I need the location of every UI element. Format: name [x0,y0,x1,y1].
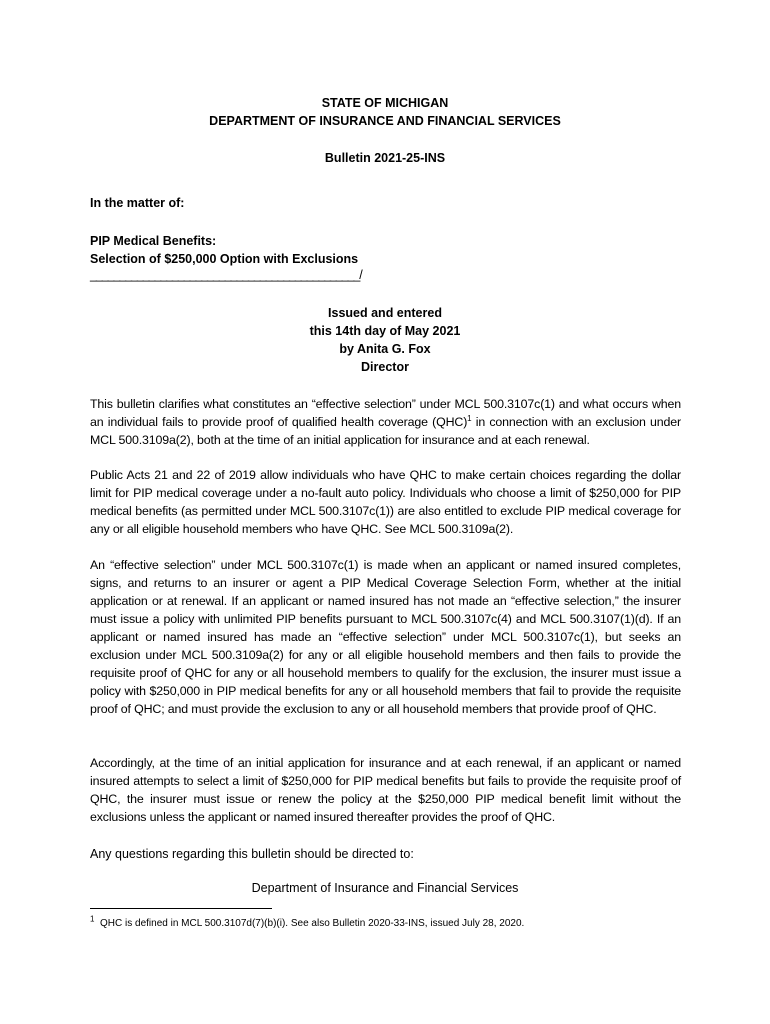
issued-by: by Anita G. Fox [339,342,431,356]
department-heading: DEPARTMENT OF INSURANCE AND FINANCIAL SERVICES [209,114,561,128]
issued-line1: Issued and entered [328,306,442,320]
footnote [90,914,690,930]
paragraph-4: Accordingly, at the time of an initial application for insurance and at each renewal, if an applicant or named insured attempts to select a limit of $250,000 for PIP medical benefits but fails to provide the requisite proof of QHC, the insurer must issue or renew the policy at the $250,000 PIP medical benefit limit without the exclusions unless the applicant or named insured thereafter provides the proof of QHC. [90,756,681,824]
paragraph-5: Any questions regarding this bulletin should be directed to: [90,847,414,861]
paragraph-2: Public Acts 21 and 22 of 2019 allow individuals who have QHC to make certain choices regarding the dollar limit for PIP medical coverage under a no-fault auto policy. Individuals who choose a limit of $250,000 for PIP medical benefits (as permitted under MCL 500.3107c(1)) are also entitled to exclude PIP medical coverage for any or all eligible household members who have QHC. See MCL 500.3109a(2). [90,468,681,536]
footnote-divider [90,908,272,909]
contact-department: Department of Insurance and Financial Services [251,881,519,895]
footnote-marker: 1 [90,914,95,924]
matter-underline: ______________________________________________/ [90,268,362,282]
issued-date: this 14th day of May 2021 [309,324,461,338]
matter-title-line1: PIP Medical Benefits: [90,234,217,248]
paragraph-1-text-b: in connection with an exclusion under MCL 500.3109a(2), both at the time of an initial application for insurance and at each renewal. [90,415,681,447]
bulletin-number: Bulletin 2021-25-INS [324,151,446,165]
matter-title-line2: Selection of $250,000 Option with Exclusions [90,252,359,266]
matter-label: In the matter of: [90,196,185,210]
paragraph-1-text-a: This bulletin clarifies what constitutes an “effective selection” under MCL 500.3107c(1) and what occurs when an individual fails to provide proof of qualified health coverage (QHC) [90,397,681,429]
paragraph-1 [90,395,681,449]
footnote-text: QHC is defined in MCL 500.3107d(7)(b)(i). See also Bulletin 2020-33-INS, issued July 28, 2020. [100,918,525,929]
footnote-ref: 1 [467,413,472,423]
paragraph-3: An “effective selection” under MCL 500.3107c(1) is made when an applicant or named insured completes, signs, and returns to an insurer or agent a PIP Medical Coverage Selection Form, whether at the initial application or at renewal. If an applicant or named insured has not made an “effective selection,” the insurer must issue a policy with unlimited PIP benefits pursuant to MCL 500.3107c(4) and MCL 500.3107(1)(d). If an applicant or named insured has made an “effective selection” under MCL 500.3107c(1), but seeks an exclusion under MCL 500.3109a(2) for any or all eligible household members and then fails to provide the requisite proof of QHC for any or all household members to qualify for the exclusion, the insurer must issue a policy with $250,000 in PIP medical benefits for any or all household members that fail to provide the requisite proof of QHC; and must provide the exclusion to any or all household members that provide proof of QHC. [90,558,681,716]
issued-title: Director [361,360,409,374]
state-heading: STATE OF MICHIGAN [321,96,449,110]
